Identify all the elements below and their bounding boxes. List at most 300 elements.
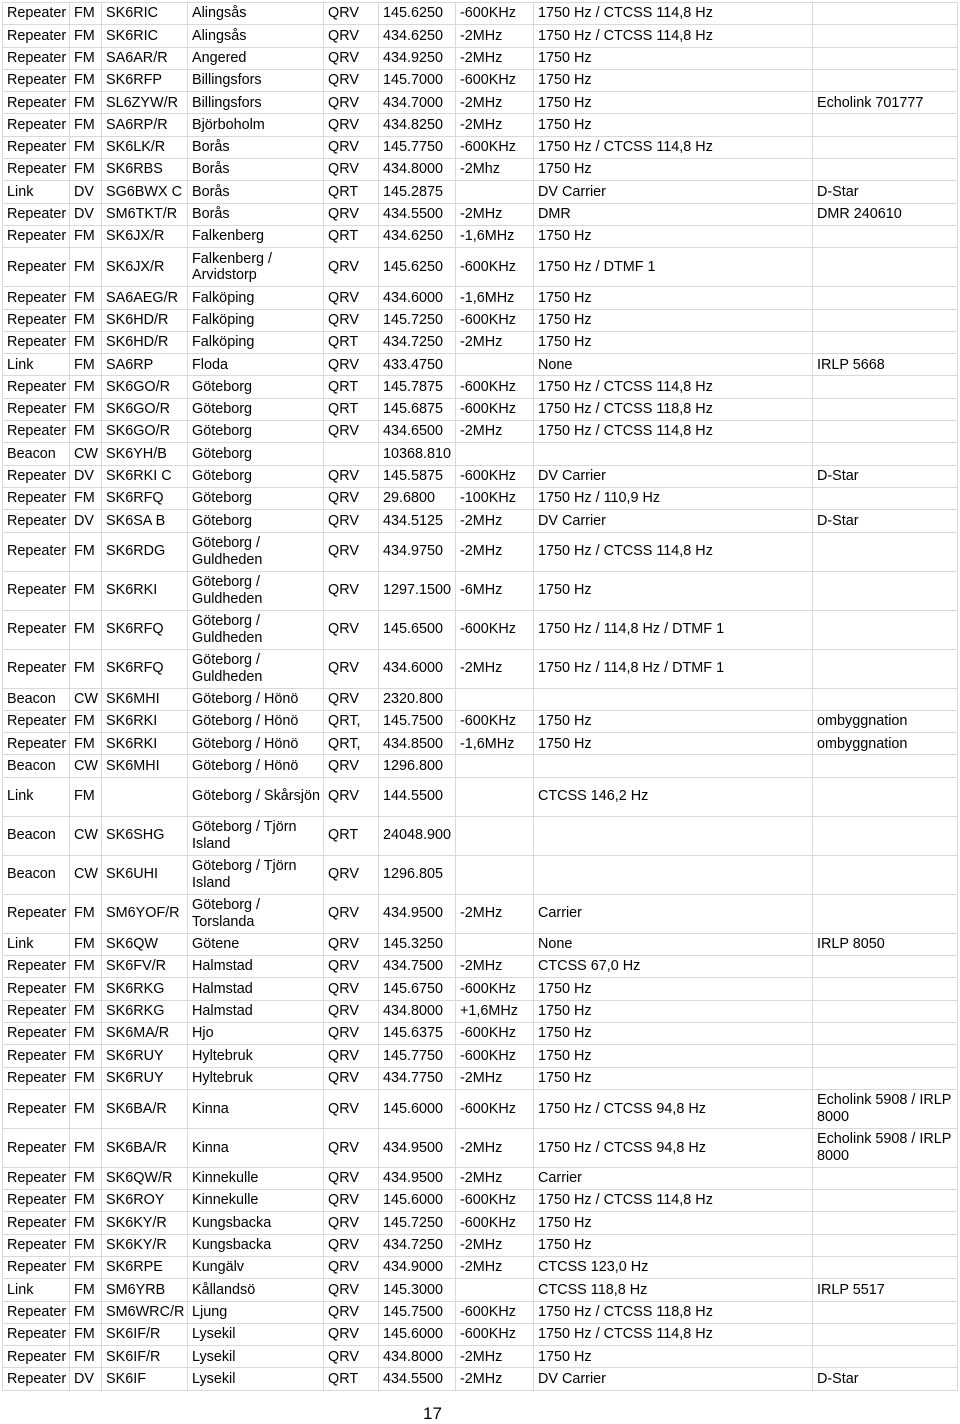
frequency-cell: 433.4750 [379,354,456,376]
status-cell: QRV [324,203,379,225]
mode-cell: FM [70,114,102,136]
note-cell [813,114,958,136]
status-cell: QRV [324,25,379,47]
mode-cell: FM [70,331,102,353]
access-cell: 1750 Hz [534,733,813,755]
shift-cell [456,933,534,955]
frequency-cell: 145.6250 [379,3,456,25]
type-cell: Repeater [3,398,70,420]
callsign-cell: SM6TKT/R [102,203,188,225]
location-cell: Göteborg [188,487,324,509]
location-cell: Kinnekulle [188,1190,324,1212]
table-row [3,1022,958,1044]
mode-cell: FM [70,136,102,158]
location-cell: Billingsfors [188,69,324,91]
callsign-cell: SK6RIC [102,25,188,47]
mode-cell: DV [70,465,102,487]
callsign-cell: SK6RUY [102,1067,188,1089]
repeater-table [2,2,958,1391]
callsign-cell: SL6ZYW/R [102,92,188,114]
shift-cell [456,855,534,894]
type-cell: Repeater [3,487,70,509]
note-cell: D-Star [813,510,958,532]
shift-cell: -1,6MHz [456,287,534,309]
location-cell: Ljung [188,1301,324,1323]
mode-cell: FM [70,1346,102,1368]
shift-cell: -600KHz [456,3,534,25]
table-row [3,649,958,688]
access-cell: 1750 Hz [534,287,813,309]
table-row [3,181,958,203]
shift-cell: -2MHz [456,1067,534,1089]
mode-cell: FM [70,1301,102,1323]
table-row [3,3,958,25]
access-cell: 1750 Hz [534,225,813,247]
mode-cell: FM [70,1089,102,1128]
table-row [3,1301,958,1323]
mode-cell: CW [70,816,102,855]
location-cell: Halmstad [188,956,324,978]
access-cell: None [534,354,813,376]
mode-cell: FM [70,956,102,978]
note-cell [813,159,958,181]
note-cell: D-Star [813,181,958,203]
type-cell: Repeater [3,1045,70,1067]
shift-cell [456,443,534,465]
access-cell: Carrier [534,1167,813,1189]
frequency-cell: 434.6250 [379,25,456,47]
type-cell: Link [3,1279,70,1301]
status-cell: QRV [324,1256,379,1278]
note-cell [813,1167,958,1189]
type-cell: Beacon [3,688,70,710]
location-cell: Falkenberg / Arvidstorp [188,248,324,287]
location-cell: Kållandsö [188,1279,324,1301]
status-cell [324,443,379,465]
access-cell: 1750 Hz [534,1045,813,1067]
callsign-cell: SK6FV/R [102,956,188,978]
access-cell: 1750 Hz / CTCSS 114,8 Hz [534,1323,813,1345]
mode-cell: FM [70,1022,102,1044]
frequency-cell: 434.6500 [379,421,456,443]
access-cell: 1750 Hz / CTCSS 114,8 Hz [534,376,813,398]
access-cell [534,688,813,710]
table-row [3,710,958,732]
location-cell: Kungsbacka [188,1234,324,1256]
shift-cell: -2MHz [456,510,534,532]
status-cell: QRV [324,159,379,181]
callsign-cell: SK6LK/R [102,136,188,158]
status-cell: QRV [324,309,379,331]
status-cell: QRV [324,571,379,610]
type-cell: Link [3,181,70,203]
callsign-cell: SK6ROY [102,1190,188,1212]
mode-cell: FM [70,1128,102,1167]
access-cell [534,816,813,855]
type-cell: Beacon [3,816,70,855]
access-cell: 1750 Hz [534,710,813,732]
note-cell [813,755,958,777]
location-cell: Lysekil [188,1368,324,1390]
location-cell: Borås [188,136,324,158]
status-cell: QRV [324,136,379,158]
frequency-cell: 434.9500 [379,1167,456,1189]
table-row [3,287,958,309]
location-cell: Halmstad [188,978,324,1000]
access-cell: 1750 Hz [534,69,813,91]
callsign-cell: SM6YRB [102,1279,188,1301]
access-cell [534,855,813,894]
shift-cell: -600KHz [456,376,534,398]
shift-cell: -2MHz [456,331,534,353]
mode-cell: DV [70,1368,102,1390]
table-row [3,25,958,47]
note-cell [813,571,958,610]
shift-cell: -600KHz [456,248,534,287]
callsign-cell: SK6RKI [102,571,188,610]
mode-cell: CW [70,688,102,710]
note-cell: ombyggnation [813,733,958,755]
table-row [3,331,958,353]
table-row [3,777,958,816]
mode-cell: FM [70,532,102,571]
status-cell: QRV [324,465,379,487]
note-cell: Echolink 5908 / IRLP 8000 [813,1128,958,1167]
frequency-cell: 145.6000 [379,1089,456,1128]
mode-cell: FM [70,287,102,309]
type-cell: Repeater [3,376,70,398]
callsign-cell: SK6IF/R [102,1346,188,1368]
status-cell: QRV [324,1212,379,1234]
access-cell: 1750 Hz / CTCSS 94,8 Hz [534,1089,813,1128]
shift-cell: -600KHz [456,136,534,158]
type-cell: Repeater [3,3,70,25]
type-cell: Repeater [3,532,70,571]
location-cell: Falköping [188,331,324,353]
callsign-cell: SK6HD/R [102,331,188,353]
status-cell: QRV [324,487,379,509]
callsign-cell: SK6RFP [102,69,188,91]
frequency-cell: 144.5500 [379,777,456,816]
status-cell: QRV [324,933,379,955]
note-cell [813,398,958,420]
table-row [3,487,958,509]
mode-cell: FM [70,1045,102,1067]
shift-cell: -2MHz [456,25,534,47]
mode-cell: FM [70,978,102,1000]
frequency-cell: 145.7500 [379,710,456,732]
callsign-cell: SA6RP/R [102,114,188,136]
shift-cell [456,181,534,203]
shift-cell: -2Mhz [456,159,534,181]
callsign-cell: SK6QW/R [102,1167,188,1189]
table-row [3,816,958,855]
status-cell: QRT [324,225,379,247]
location-cell: Falköping [188,287,324,309]
type-cell: Beacon [3,443,70,465]
type-cell: Repeater [3,1234,70,1256]
status-cell: QRV [324,114,379,136]
type-cell: Repeater [3,1067,70,1089]
note-cell [813,532,958,571]
shift-cell: -1,6MHz [456,225,534,247]
frequency-cell: 145.6750 [379,978,456,1000]
location-cell: Göteborg [188,421,324,443]
access-cell: 1750 Hz [534,1212,813,1234]
note-cell: IRLP 8050 [813,933,958,955]
access-cell: 1750 Hz [534,309,813,331]
table-row [3,1234,958,1256]
mode-cell: DV [70,510,102,532]
type-cell: Beacon [3,855,70,894]
type-cell: Repeater [3,309,70,331]
shift-cell: -2MHz [456,421,534,443]
type-cell: Repeater [3,1346,70,1368]
note-cell: D-Star [813,1368,958,1390]
frequency-cell: 145.7000 [379,69,456,91]
frequency-cell: 434.6000 [379,287,456,309]
location-cell: Björboholm [188,114,324,136]
frequency-cell: 434.6250 [379,225,456,247]
frequency-cell: 145.6000 [379,1323,456,1345]
callsign-cell: SK6HD/R [102,309,188,331]
callsign-cell: SK6GO/R [102,376,188,398]
type-cell: Repeater [3,571,70,610]
location-cell: Lysekil [188,1323,324,1345]
shift-cell [456,1279,534,1301]
table-row [3,92,958,114]
callsign-cell: SK6JX/R [102,248,188,287]
access-cell: CTCSS 123,0 Hz [534,1256,813,1278]
access-cell: DV Carrier [534,465,813,487]
shift-cell: -600KHz [456,1212,534,1234]
access-cell: 1750 Hz / CTCSS 114,8 Hz [534,532,813,571]
type-cell: Repeater [3,25,70,47]
note-cell: ombyggnation [813,710,958,732]
access-cell: 1750 Hz / CTCSS 118,8 Hz [534,398,813,420]
access-cell: 1750 Hz [534,1067,813,1089]
frequency-cell: 145.7750 [379,1045,456,1067]
status-cell: QRV [324,610,379,649]
type-cell: Repeater [3,1000,70,1022]
table-row [3,1128,958,1167]
type-cell: Repeater [3,1301,70,1323]
note-cell [813,1212,958,1234]
mode-cell: FM [70,1167,102,1189]
callsign-cell: SK6RKI [102,733,188,755]
shift-cell: -2MHz [456,1368,534,1390]
mode-cell: DV [70,203,102,225]
frequency-cell: 434.9250 [379,47,456,69]
access-cell: CTCSS 146,2 Hz [534,777,813,816]
note-cell [813,777,958,816]
note-cell [813,978,958,1000]
frequency-cell: 434.7750 [379,1067,456,1089]
status-cell: QRV [324,1000,379,1022]
table-row [3,225,958,247]
callsign-cell: SK6RPE [102,1256,188,1278]
note-cell [813,421,958,443]
table-row [3,855,958,894]
table-row [3,894,958,933]
type-cell: Repeater [3,159,70,181]
frequency-cell: 1296.805 [379,855,456,894]
type-cell: Repeater [3,733,70,755]
status-cell: QRV [324,1190,379,1212]
callsign-cell: SK6RIC [102,3,188,25]
callsign-cell: SK6MHI [102,755,188,777]
shift-cell: -600KHz [456,1190,534,1212]
shift-cell: -1,6MHz [456,733,534,755]
access-cell: 1750 Hz [534,1000,813,1022]
shift-cell: -600KHz [456,398,534,420]
status-cell: QRV [324,532,379,571]
table-row [3,354,958,376]
location-cell: Kinna [188,1128,324,1167]
callsign-cell: SK6YH/B [102,443,188,465]
status-cell: QRV [324,956,379,978]
callsign-cell: SA6AR/R [102,47,188,69]
shift-cell: -2MHz [456,894,534,933]
repeater-table-body [3,3,958,1391]
table-row [3,1089,958,1128]
table-row [3,159,958,181]
note-cell [813,688,958,710]
mode-cell: FM [70,1279,102,1301]
mode-cell: FM [70,777,102,816]
location-cell: Göteborg / Guldheden [188,649,324,688]
shift-cell: -600KHz [456,1323,534,1345]
frequency-cell: 434.5500 [379,203,456,225]
mode-cell: FM [70,376,102,398]
location-cell: Billingsfors [188,92,324,114]
access-cell: Carrier [534,894,813,933]
mode-cell: FM [70,571,102,610]
note-cell: Echolink 5908 / IRLP 8000 [813,1089,958,1128]
mode-cell: FM [70,25,102,47]
frequency-cell: 2320.800 [379,688,456,710]
status-cell: QRV [324,92,379,114]
mode-cell: CW [70,755,102,777]
type-cell: Repeater [3,610,70,649]
page-number: 17 [423,1404,442,1423]
callsign-cell: SK6GO/R [102,421,188,443]
location-cell: Göteborg [188,376,324,398]
table-row [3,1256,958,1278]
type-cell: Link [3,777,70,816]
table-row [3,1190,958,1212]
location-cell: Hjo [188,1022,324,1044]
note-cell: Echolink 701777 [813,92,958,114]
note-cell [813,225,958,247]
table-row [3,1067,958,1089]
access-cell: 1750 Hz [534,331,813,353]
callsign-cell: SK6RFQ [102,649,188,688]
frequency-cell: 434.7250 [379,331,456,353]
shift-cell: -100KHz [456,487,534,509]
access-cell: 1750 Hz [534,92,813,114]
callsign-cell: SK6BA/R [102,1128,188,1167]
callsign-cell: SK6BA/R [102,1089,188,1128]
note-cell [813,1323,958,1345]
type-cell: Repeater [3,649,70,688]
type-cell: Link [3,354,70,376]
location-cell: Hyltebruk [188,1045,324,1067]
location-cell: Floda [188,354,324,376]
note-cell [813,69,958,91]
table-row [3,610,958,649]
access-cell: DMR [534,203,813,225]
type-cell: Repeater [3,331,70,353]
shift-cell: -600KHz [456,1045,534,1067]
location-cell: Göteborg / Guldheden [188,571,324,610]
status-cell: QRV [324,47,379,69]
table-row [3,1000,958,1022]
location-cell: Kungsbacka [188,1212,324,1234]
table-row [3,47,958,69]
shift-cell: -600KHz [456,978,534,1000]
callsign-cell: SG6BWX C [102,181,188,203]
table-row [3,510,958,532]
shift-cell: -600KHz [456,610,534,649]
table-row [3,69,958,91]
frequency-cell: 434.9750 [379,532,456,571]
note-cell [813,855,958,894]
table-row [3,1045,958,1067]
location-cell: Alingsås [188,3,324,25]
callsign-cell: SK6QW [102,933,188,955]
location-cell: Göteborg / Skårsjön [188,777,324,816]
status-cell: QRV [324,510,379,532]
frequency-cell: 145.3250 [379,933,456,955]
status-cell: QRV [324,287,379,309]
mode-cell: FM [70,733,102,755]
location-cell: Göteborg / Hönö [188,688,324,710]
type-cell: Repeater [3,69,70,91]
callsign-cell: SK6RKI C [102,465,188,487]
type-cell: Repeater [3,203,70,225]
status-cell: QRV [324,1234,379,1256]
shift-cell: -600KHz [456,309,534,331]
type-cell: Link [3,933,70,955]
table-row [3,114,958,136]
shift-cell: -2MHz [456,114,534,136]
status-cell: QRV [324,688,379,710]
access-cell: 1750 Hz / CTCSS 114,8 Hz [534,25,813,47]
note-cell: DMR 240610 [813,203,958,225]
shift-cell [456,755,534,777]
frequency-cell: 145.6000 [379,1190,456,1212]
status-cell: QRV [324,777,379,816]
access-cell [534,755,813,777]
shift-cell: -600KHz [456,1301,534,1323]
table-row [3,933,958,955]
table-row [3,755,958,777]
type-cell: Repeater [3,956,70,978]
table-row [3,1212,958,1234]
mode-cell: FM [70,309,102,331]
mode-cell: FM [70,710,102,732]
access-cell: None [534,933,813,955]
callsign-cell: SM6YOF/R [102,894,188,933]
shift-cell: -2MHz [456,1128,534,1167]
note-cell [813,376,958,398]
callsign-cell: SK6JX/R [102,225,188,247]
callsign-cell: SK6MA/R [102,1022,188,1044]
shift-cell: -600KHz [456,69,534,91]
mode-cell: CW [70,855,102,894]
location-cell: Götene [188,933,324,955]
